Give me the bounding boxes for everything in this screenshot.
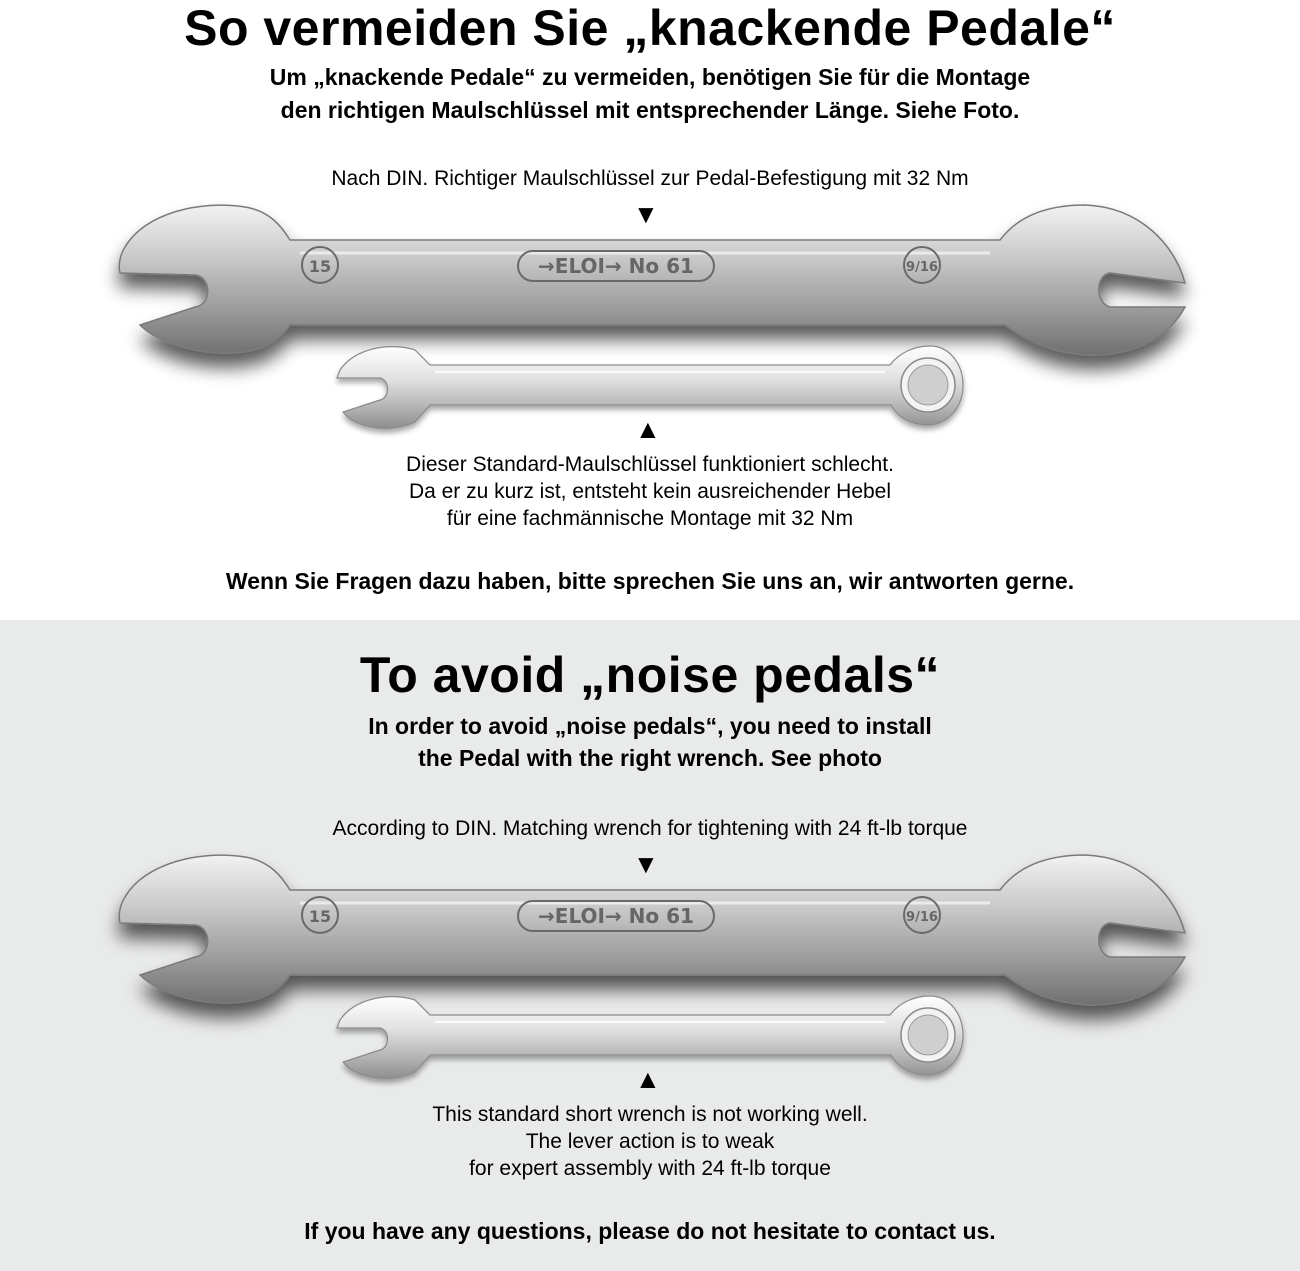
long-wrench-stamp: →ELOI→ No 61 <box>538 254 694 278</box>
english-section <box>0 620 1300 1271</box>
german-subtitle-line1: Um „knackende Pedale“ zu vermeiden, benötigen Sie für die Montage <box>269 64 1031 90</box>
english-short-wrench-caption-line3: for expert assembly with 24 ft-lb torque <box>469 1157 831 1180</box>
up-arrow-icon: ▲ <box>635 1064 661 1094</box>
german-title: So vermeiden Sie „knackende Pedale“ <box>184 0 1116 56</box>
german-short-wrench-caption-line1: Dieser Standard-Maulschlüssel funktioniert schlecht. <box>406 453 894 476</box>
long-wrench-left-size: 15 <box>308 907 332 926</box>
english-short-wrench-caption-line1: This standard short wrench is not working well. <box>432 1103 868 1126</box>
down-arrow-icon: ▼ <box>633 849 659 879</box>
english-subtitle-line1: In order to avoid „noise pedals“, you need to install <box>368 713 932 739</box>
german-long-wrench-caption: Nach DIN. Richtiger Maulschlüssel zur Pedal-Befestigung mit 32 Nm <box>331 167 969 190</box>
german-short-wrench-caption-line3: für eine fachmännische Montage mit 32 Nm <box>446 507 854 530</box>
german-subtitle-line2: den richtigen Maulschlüssel mit entsprechender Länge. Siehe Foto. <box>280 97 1020 123</box>
long-wrench-stamp: →ELOI→ No 61 <box>538 904 694 928</box>
english-subtitle-line2: the Pedal with the right wrench. See photo <box>418 745 882 771</box>
up-arrow-icon: ▲ <box>635 414 661 444</box>
english-closing-text: If you have any questions, please do not hesitate to contact us. <box>304 1218 996 1244</box>
german-closing-text: Wenn Sie Fragen dazu haben, bitte sprechen Sie uns an, wir antworten gerne. <box>225 568 1075 594</box>
german-short-wrench-caption-line2: Da er zu kurz ist, entsteht kein ausreichender Hebel <box>408 480 892 503</box>
long-wrench-right-size: 9/16 <box>906 260 938 275</box>
english-short-wrench-caption-line2: The lever action is to weak <box>525 1130 775 1153</box>
german-section <box>0 0 1300 620</box>
long-wrench-right-size: 9/16 <box>906 910 938 925</box>
english-long-wrench-caption: According to DIN. Matching wrench for tightening with 24 ft-lb torque <box>332 817 968 840</box>
down-arrow-icon: ▼ <box>633 199 659 229</box>
english-title: To avoid „noise pedals“ <box>359 647 941 703</box>
long-wrench-left-size: 15 <box>308 257 332 276</box>
